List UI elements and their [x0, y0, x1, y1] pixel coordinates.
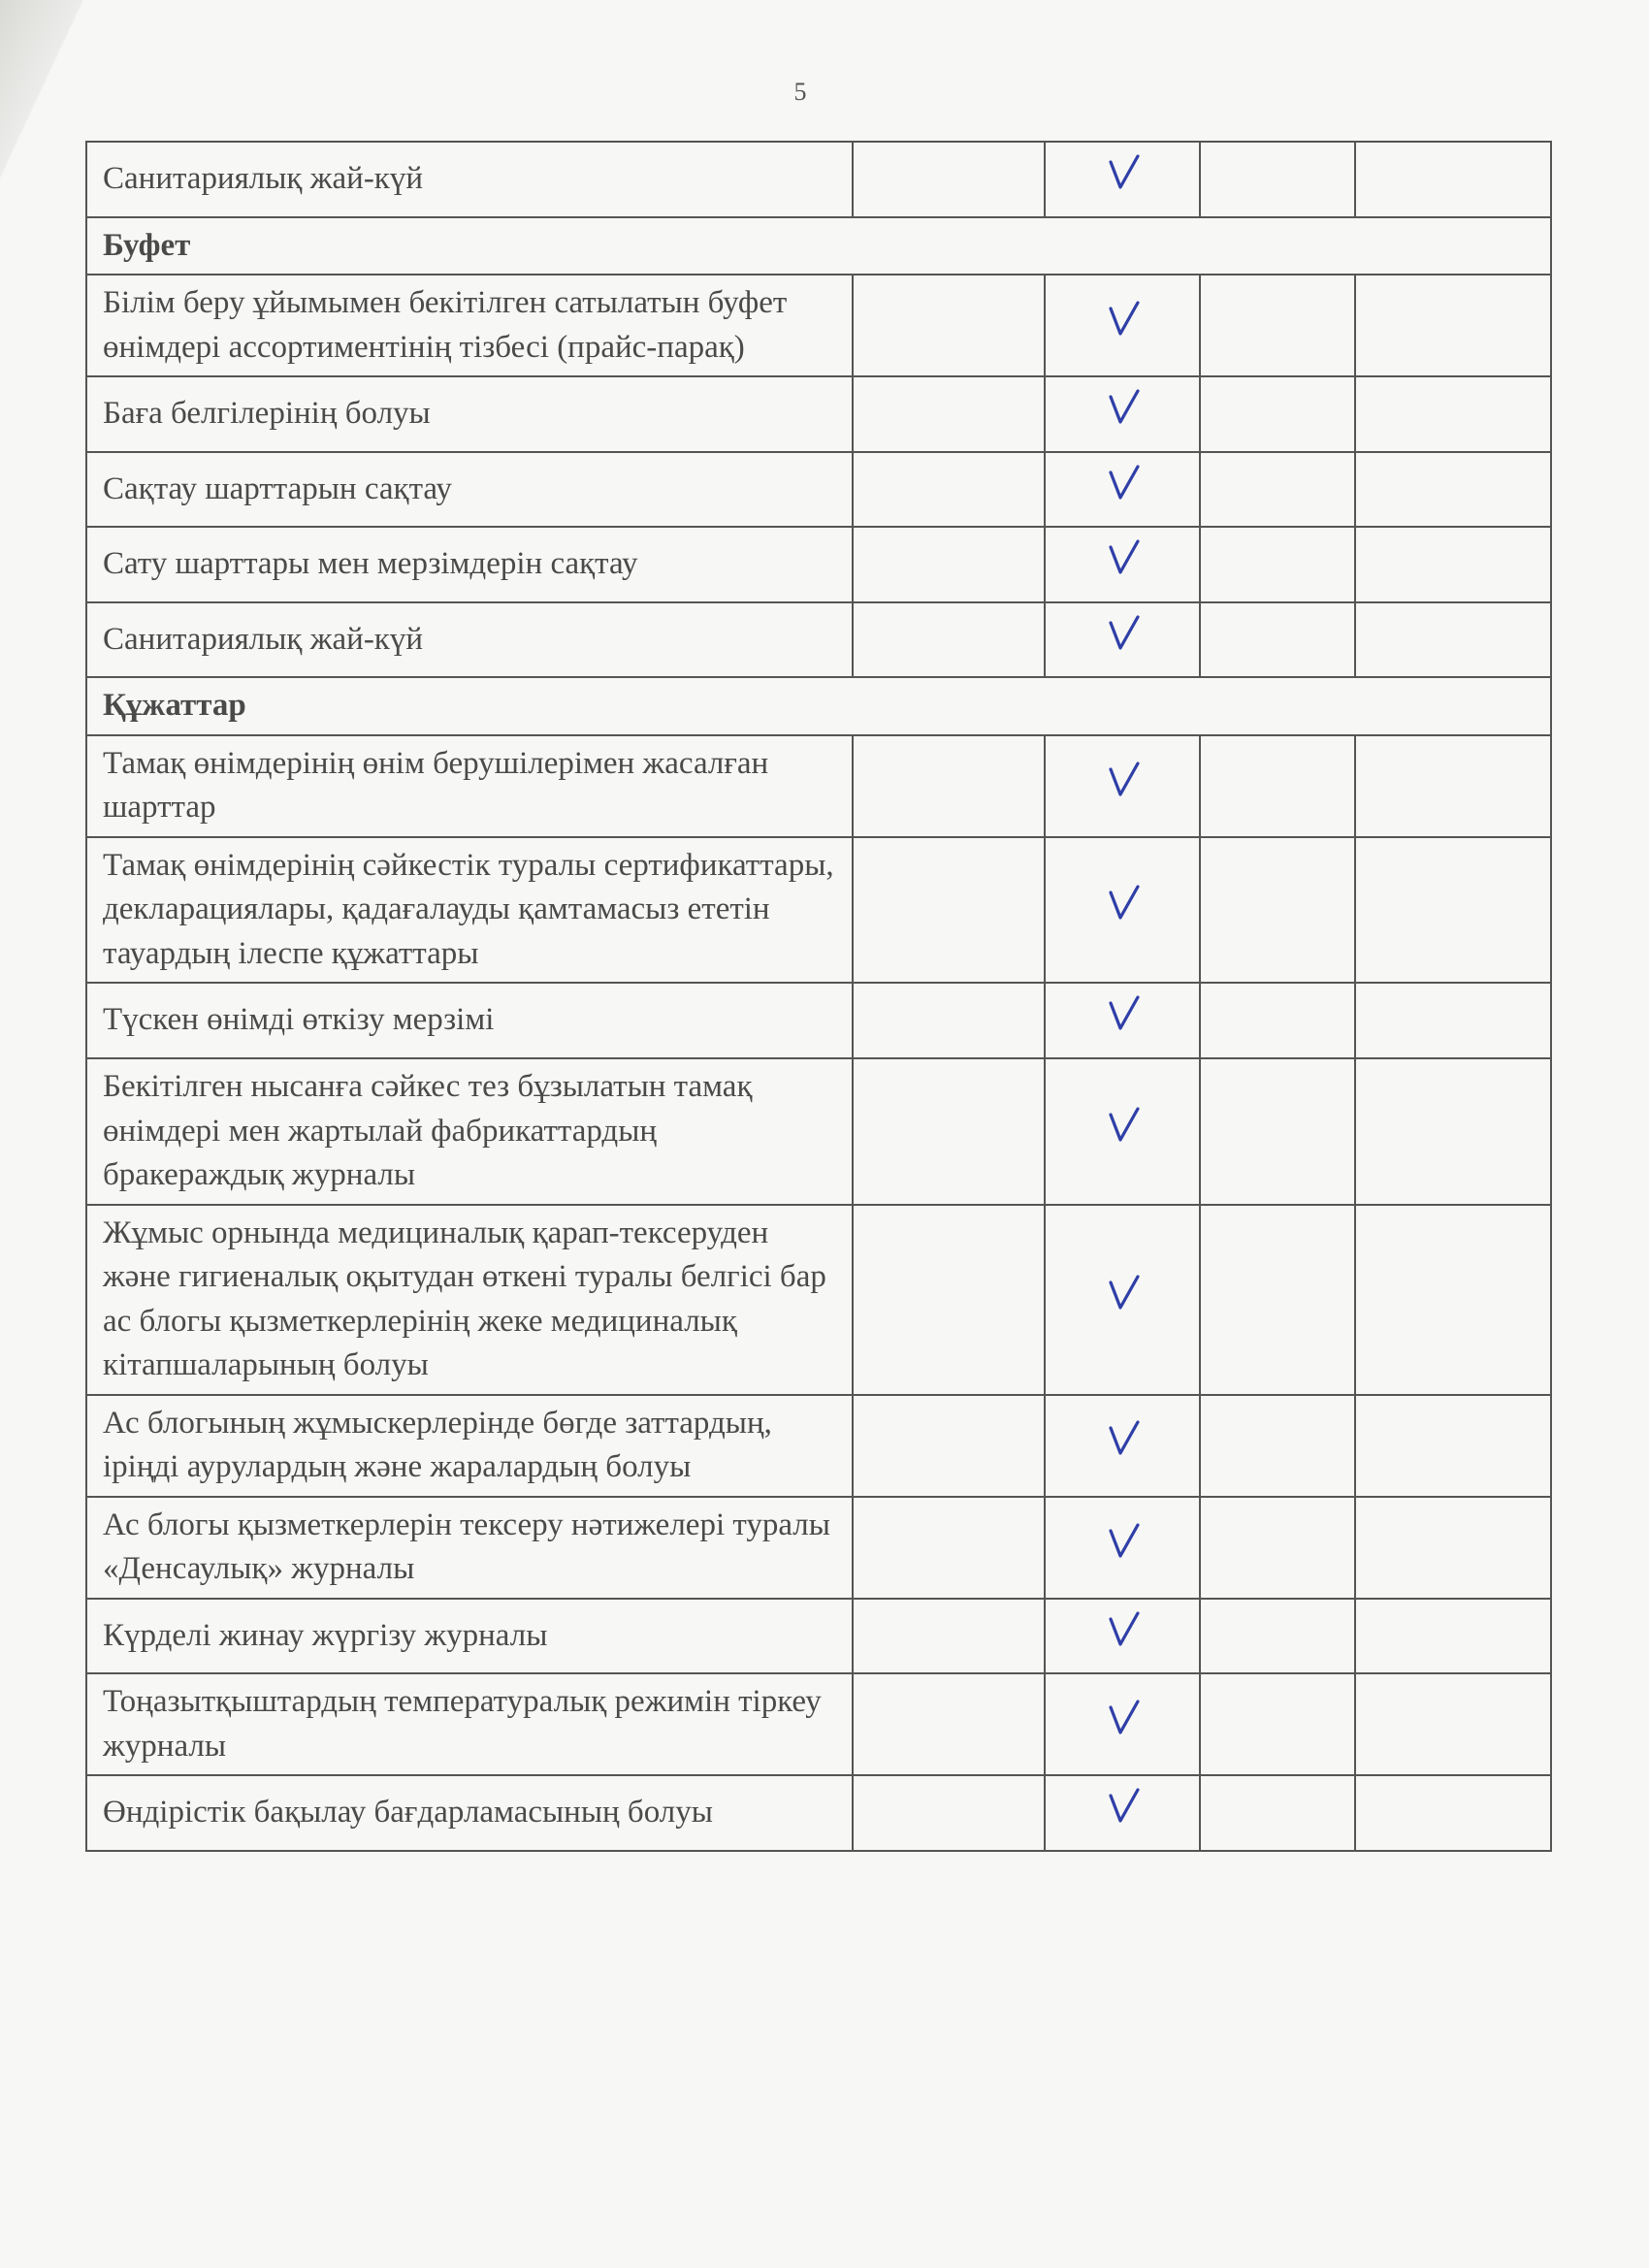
empty-cell [1200, 735, 1355, 837]
item-description-cell: Білім беру ұйымымен бекітілген сатылатын буфет өнімдері ассортиментінің тізбесі (прайс-парақ) [86, 275, 853, 376]
empty-cell [853, 275, 1045, 376]
empty-cell [1355, 837, 1551, 984]
check-cell [1045, 452, 1200, 528]
empty-cell [853, 1775, 1045, 1851]
empty-cell [853, 142, 1045, 217]
empty-cell [1200, 527, 1355, 602]
table-row [86, 602, 1551, 678]
empty-cell [1200, 1775, 1355, 1851]
empty-cell [1200, 275, 1355, 376]
empty-cell [1355, 1205, 1551, 1395]
page-number: 5 [793, 78, 807, 106]
section-header-row [86, 217, 1551, 275]
empty-cell [1200, 1395, 1355, 1497]
item-description-cell: Баға белгілерінің болуы [86, 376, 853, 452]
item-description-cell: Түскен өнімді өткізу мерзімі [86, 983, 853, 1058]
table-row [86, 983, 1551, 1058]
checkmark-icon [1099, 756, 1148, 804]
item-description-cell: Өндірістік бақылау бағдарламасының болуы [86, 1775, 853, 1851]
empty-cell [853, 1205, 1045, 1395]
empty-cell [1355, 1497, 1551, 1599]
folded-page-corner [0, 0, 87, 252]
check-cell [1045, 1673, 1200, 1775]
item-description-cell: Санитариялық жай-күй [86, 142, 853, 217]
empty-cell [1200, 142, 1355, 217]
item-description-cell: Күрделі жинау жүргізу журналы [86, 1599, 853, 1674]
check-cell [1045, 983, 1200, 1058]
empty-cell [1200, 983, 1355, 1058]
empty-cell [1355, 1395, 1551, 1497]
empty-cell [1355, 1775, 1551, 1851]
check-cell [1045, 376, 1200, 452]
table-row [86, 1395, 1551, 1497]
check-cell [1045, 142, 1200, 217]
empty-cell [1355, 452, 1551, 528]
table-row [86, 376, 1551, 452]
checkmark-icon [1099, 879, 1148, 927]
empty-cell [853, 1497, 1045, 1599]
checkmark-icon [1099, 609, 1148, 658]
item-description-cell: Сақтау шарттарын сақтау [86, 452, 853, 528]
empty-cell [1355, 1673, 1551, 1775]
empty-cell [1200, 452, 1355, 528]
empty-cell [1200, 1599, 1355, 1674]
empty-cell [853, 735, 1045, 837]
check-cell [1045, 1395, 1200, 1497]
section-title: Буфет [86, 217, 1551, 275]
item-description-cell: Ас блогының жұмыскерлерінде бөгде заттардың, іріңді аурулардың және жаралардың болуы [86, 1395, 853, 1497]
empty-cell [853, 1673, 1045, 1775]
check-cell [1045, 1497, 1200, 1599]
checkmark-icon [1099, 1605, 1148, 1654]
check-cell [1045, 1205, 1200, 1395]
item-description-cell: Тамақ өнімдерінің өнім берушілерімен жасалған шарттар [86, 735, 853, 837]
empty-cell [853, 452, 1045, 528]
checkmark-icon [1099, 1694, 1148, 1742]
checkmark-icon [1099, 534, 1148, 582]
empty-cell [853, 837, 1045, 984]
check-cell [1045, 275, 1200, 376]
item-description-cell: Тамақ өнімдерінің сәйкестік туралы сертификаттары, декларациялары, қадағалауды қамтамасыз ететін тауардың ілеспе құжаттары [86, 837, 853, 984]
checkmark-icon [1099, 1782, 1148, 1831]
empty-cell [1355, 527, 1551, 602]
empty-cell [1200, 1673, 1355, 1775]
check-cell [1045, 1058, 1200, 1205]
table-row [86, 452, 1551, 528]
empty-cell [1355, 735, 1551, 837]
empty-cell [1200, 602, 1355, 678]
checkmark-icon [1099, 459, 1148, 507]
item-description-cell: Ас блогы қызметкерлерін тексеру нәтижелері туралы «Денсаулық» журналы [86, 1497, 853, 1599]
empty-cell [853, 1058, 1045, 1205]
item-description-cell: Жұмыс орнында медициналық қарап-тексеруден және гигиеналық оқытудан өткені туралы белгісі бар ас блогы қызметкерлерінің жеке медициналық кітапшаларының болуы [86, 1205, 853, 1395]
checkmark-icon [1099, 295, 1148, 343]
empty-cell [853, 527, 1045, 602]
empty-cell [853, 1395, 1045, 1497]
table-row [86, 142, 1551, 217]
check-cell [1045, 735, 1200, 837]
table-row [86, 1497, 1551, 1599]
table-row [86, 1205, 1551, 1395]
empty-cell [1200, 1497, 1355, 1599]
check-cell [1045, 527, 1200, 602]
empty-cell [1355, 275, 1551, 376]
table-row [86, 275, 1551, 376]
empty-cell [1355, 376, 1551, 452]
checkmark-icon [1099, 383, 1148, 432]
check-cell [1045, 1775, 1200, 1851]
checkmark-icon [1099, 1101, 1148, 1150]
empty-cell [853, 602, 1045, 678]
empty-cell [1355, 142, 1551, 217]
table-row [86, 1775, 1551, 1851]
empty-cell [1355, 1599, 1551, 1674]
table-row [86, 1673, 1551, 1775]
check-cell [1045, 837, 1200, 984]
item-description-cell: Бекітілген нысанға сәйкес тез бұзылатын тамақ өнімдері мен жартылай фабрикаттардың бракераждық журналы [86, 1058, 853, 1205]
table-row [86, 837, 1551, 984]
table-row [86, 1599, 1551, 1674]
table-row [86, 735, 1551, 837]
checkmark-icon [1099, 1269, 1148, 1317]
checkmark-icon [1099, 1414, 1148, 1463]
item-description-cell: Сату шарттары мен мерзімдерін сақтау [86, 527, 853, 602]
inspection-checklist-table [85, 141, 1552, 1852]
empty-cell [1200, 1058, 1355, 1205]
section-title: Құжаттар [86, 677, 1551, 735]
empty-cell [1355, 983, 1551, 1058]
empty-cell [1200, 376, 1355, 452]
empty-cell [1200, 1205, 1355, 1395]
item-description-cell: Тоңазытқыштардың температуралық режимін тіркеу журналы [86, 1673, 853, 1775]
empty-cell [1200, 837, 1355, 984]
checkmark-icon [1099, 1517, 1148, 1566]
empty-cell [853, 1599, 1045, 1674]
checklist-body [86, 142, 1551, 1851]
checkmark-icon [1099, 989, 1148, 1038]
empty-cell [1355, 602, 1551, 678]
table-row [86, 527, 1551, 602]
empty-cell [1355, 1058, 1551, 1205]
empty-cell [853, 376, 1045, 452]
table-row [86, 1058, 1551, 1205]
check-cell [1045, 602, 1200, 678]
empty-cell [853, 983, 1045, 1058]
checkmark-icon [1099, 148, 1148, 197]
section-header-row [86, 677, 1551, 735]
item-description-cell: Санитариялық жай-күй [86, 602, 853, 678]
check-cell [1045, 1599, 1200, 1674]
